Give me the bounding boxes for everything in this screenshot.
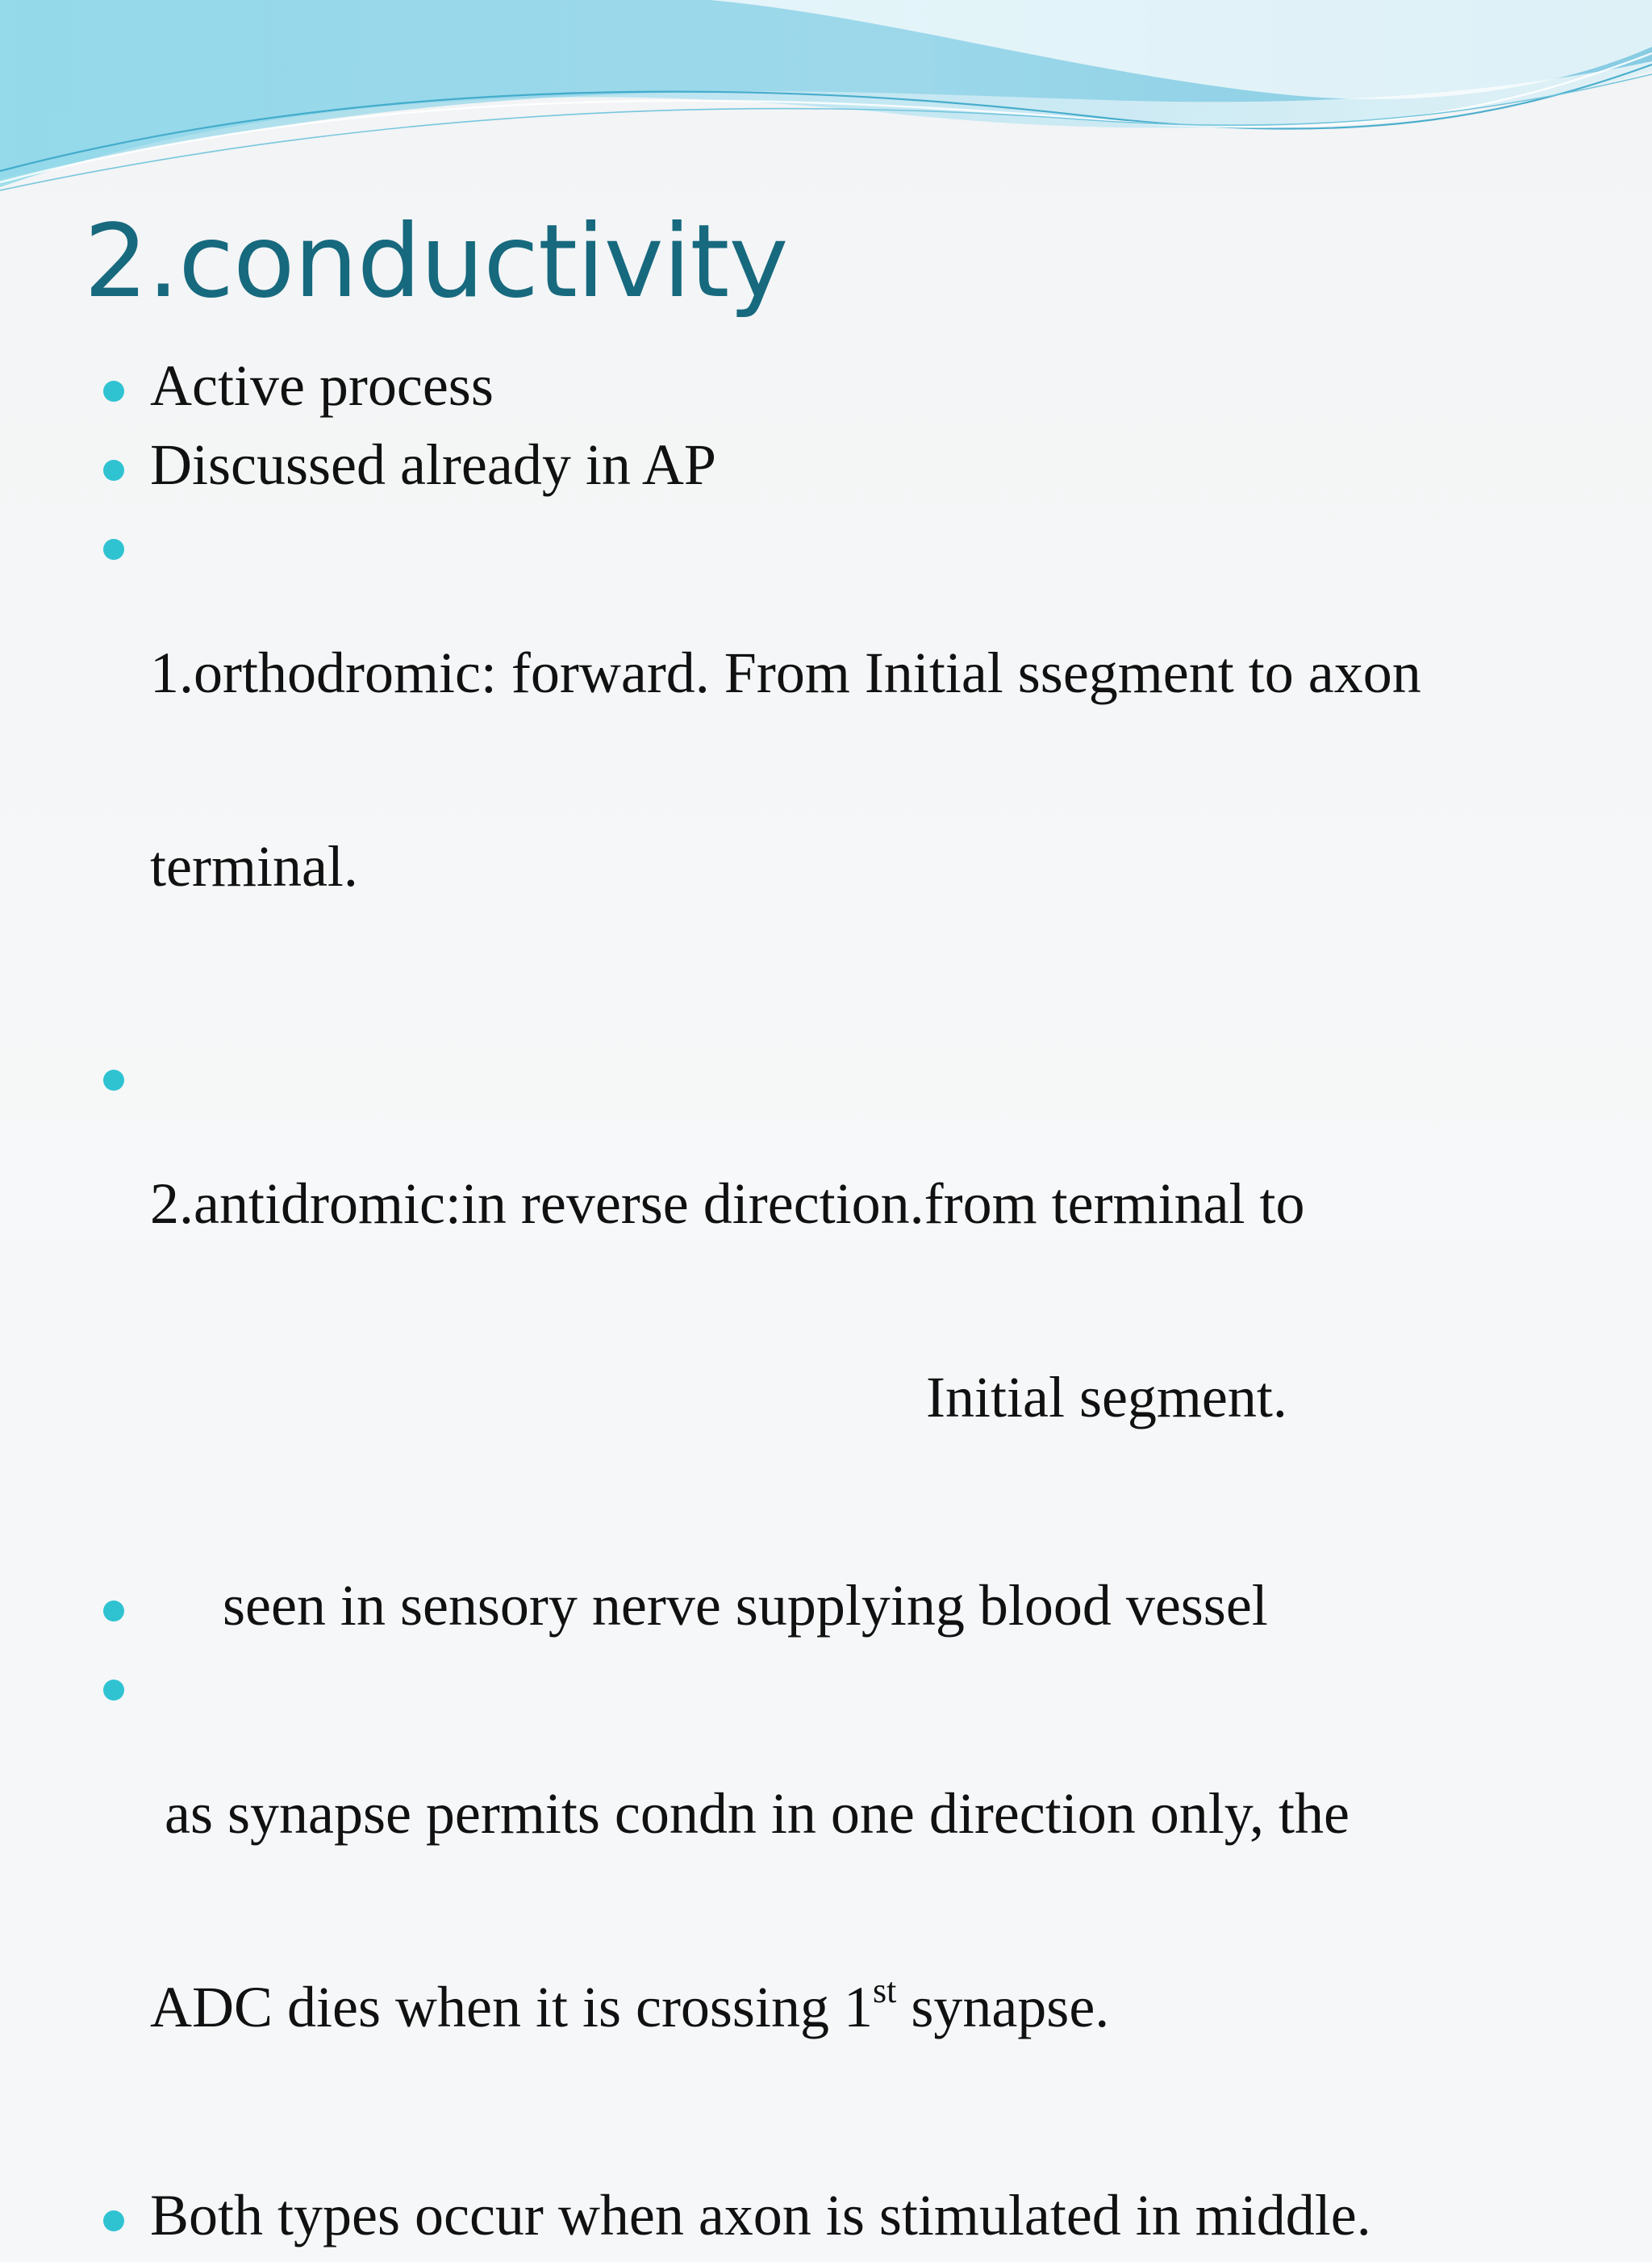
- bullet-text: [150, 1042, 1620, 1559]
- bullet-item: [103, 353, 1620, 418]
- bullet-icon: [103, 460, 124, 481]
- header-wave-decoration: [0, 0, 1652, 194]
- bullet-text: Discussed already in AP: [150, 432, 716, 497]
- bullet-list: [103, 353, 1620, 2262]
- bullet-line-indented: Initial segment.: [926, 1365, 1287, 1429]
- bullet-item: [103, 1573, 1620, 1638]
- bullet-line: as synapse permits condn in one direction only, the: [150, 1781, 1350, 1846]
- bullet-text: Active process: [150, 353, 494, 418]
- bullet-item: [103, 511, 1620, 1028]
- bullet-item: [103, 2183, 1620, 2247]
- bullet-line: terminal.: [150, 834, 358, 899]
- slide-title: 2.conductivity: [84, 203, 788, 320]
- bullet-icon: [103, 1601, 124, 1621]
- bullet-text: seen in sensory nerve supplying blood vessel: [223, 1573, 1268, 1638]
- bullet-text: [150, 511, 1620, 1028]
- bullet-item: [103, 432, 1620, 497]
- bullet-icon: [103, 381, 124, 402]
- bullet-icon: [103, 1070, 124, 1091]
- bullet-icon: [103, 539, 124, 560]
- bullet-item: [103, 1652, 1620, 2168]
- bullet-item: [103, 1042, 1620, 1559]
- bullet-text: Both types occur when axon is stimulated in middle.: [150, 2183, 1371, 2247]
- bullet-line-part: ADC dies when it is crossing 1: [150, 1975, 873, 2039]
- bullet-text: [150, 1652, 1620, 2168]
- bullet-icon: [103, 1680, 124, 1701]
- bullet-line: 1.orthodromic: forward. From Initial ssegment to axon: [150, 641, 1421, 705]
- bullet-line: 2.antidromic:in reverse direction.from terminal to: [150, 1171, 1305, 1236]
- superscript: st: [872, 1971, 897, 2010]
- bullet-line: [150, 1971, 1620, 2039]
- bullet-line-part: synapse.: [896, 1975, 1110, 2039]
- bullet-icon: [103, 2210, 124, 2231]
